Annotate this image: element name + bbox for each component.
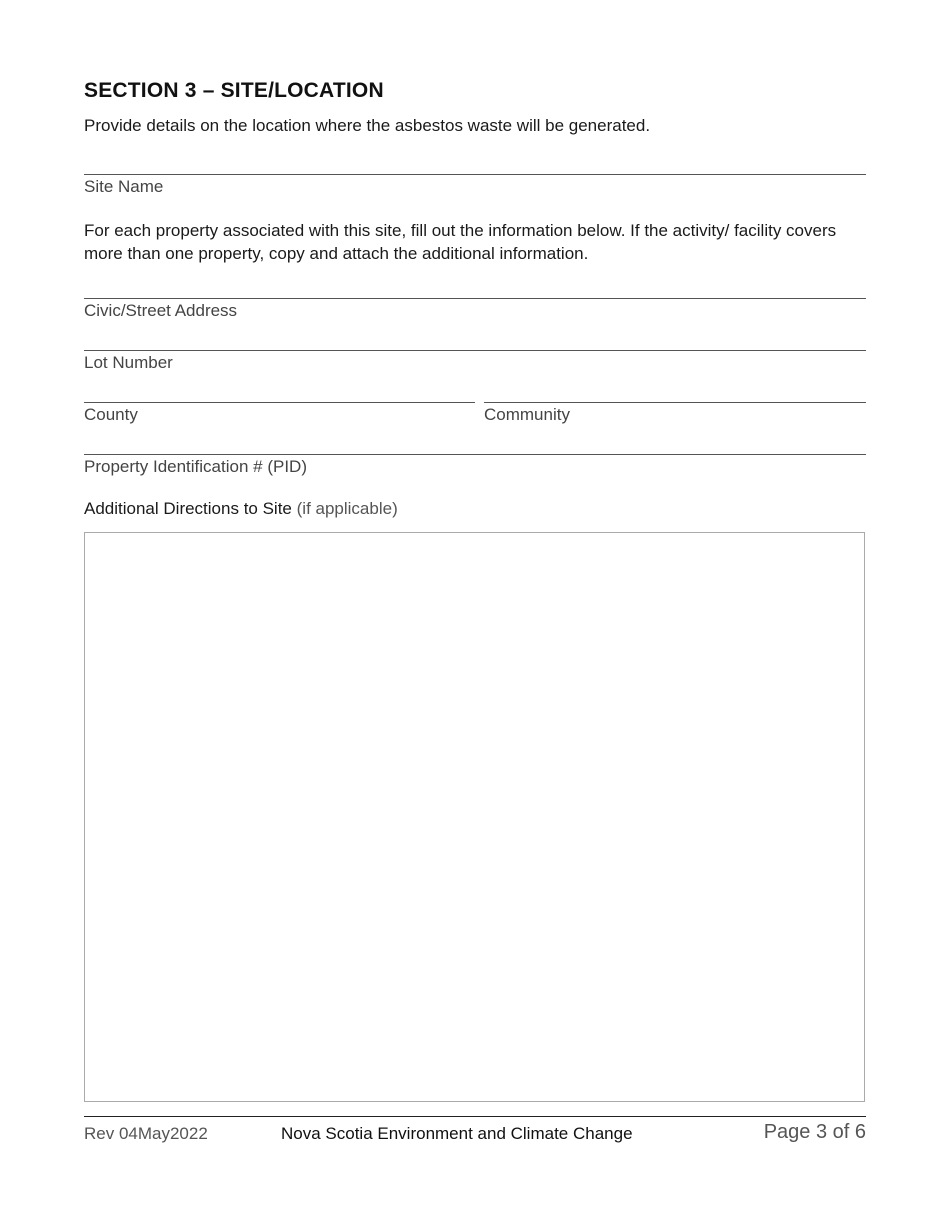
directions-textarea[interactable] <box>84 532 865 1102</box>
directions-label-text: Additional Directions to Site <box>84 499 292 518</box>
section-title: SECTION 3 – SITE/LOCATION <box>84 79 384 102</box>
county-field <box>84 380 475 425</box>
civic-address-label: Civic/Street Address <box>84 301 238 320</box>
directions-label <box>84 499 398 519</box>
civic-address-input[interactable] <box>84 276 866 296</box>
footer-page-number: Page 3 of 6 <box>763 1121 866 1143</box>
directions-qualifier: (if applicable) <box>296 499 398 518</box>
civic-address-underline <box>84 298 866 299</box>
lot-number-input[interactable] <box>84 328 866 348</box>
county-input[interactable] <box>84 380 475 400</box>
site-name-input[interactable] <box>84 152 866 172</box>
community-underline <box>484 402 866 403</box>
pid-field <box>84 432 866 477</box>
community-label: Community <box>484 405 570 424</box>
pid-underline <box>84 454 866 455</box>
lot-number-label: Lot Number <box>84 353 173 372</box>
form-page <box>84 0 866 1230</box>
footer-revision: Rev 04May2022 <box>84 1124 208 1143</box>
footer-organization: Nova Scotia Environment and Climate Change <box>281 1124 633 1143</box>
community-input[interactable] <box>484 380 866 400</box>
site-name-underline <box>84 174 866 175</box>
pid-input[interactable] <box>84 432 866 452</box>
property-instruction: For each property associated with this site, fill out the information below. If the activity/ facility covers more than one property, copy and attach the additional information. <box>84 221 837 263</box>
site-name-field <box>84 152 866 197</box>
civic-address-field <box>84 276 866 321</box>
pid-label: Property Identification # (PID) <box>84 457 307 476</box>
site-name-label: Site Name <box>84 177 164 196</box>
lot-number-underline <box>84 350 866 351</box>
county-underline <box>84 402 475 403</box>
section-intro: Provide details on the location where the asbestos waste will be generated. <box>84 116 651 135</box>
county-label: County <box>84 405 138 424</box>
footer-divider <box>84 1116 866 1117</box>
lot-number-field <box>84 328 866 373</box>
community-field <box>484 380 866 425</box>
